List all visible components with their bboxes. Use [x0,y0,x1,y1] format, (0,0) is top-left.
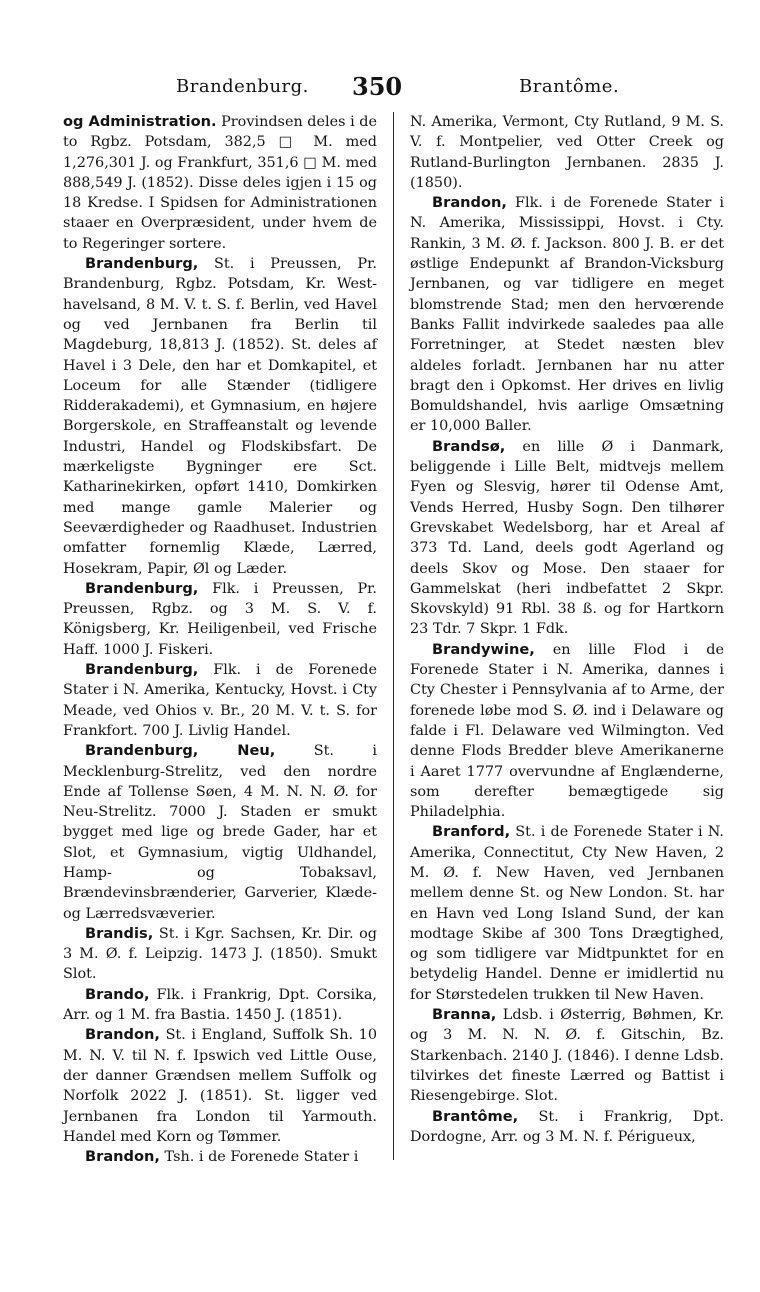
entry [410,112,724,193]
entry [63,1147,377,1167]
entry [410,822,724,1005]
page-number: 350 [352,72,403,101]
entry-headword: Branford, [432,823,511,841]
entry-text: en lille Ø i Danmark, beliggende i Lille Belt, midtvejs mellem Fyen og Slesvig, hører til Odense Amt, Vends Herred, Husby Sogn. Den tilhører Grevskabet Wedelsborg, har et Areal af 373 Td. Land, deels godt Agerland og deels Skov og Mose. Den staaer for Gammelskat (heri indbefattet 2 Skpr. Skovskyld) 91 Rbl. 38 ß. og for Hartkorn 23 Tdr. 7 Skpr. 1 Fdk. [410,438,724,638]
entry-text: St. i England, Suffolk Sh. 10 M. N. V. til N. f. Ipswich ved Little Ouse, der danner Grændsen mellem Suffolk og Norfolk 2022 J. (1851). St. ligger ved Jernbanen fra London til Yarmouth. Handel med Korn og Tømmer. [63,1027,377,1145]
entry-headword: Brandon, [85,1026,160,1044]
entry-headword: Brandywine, [432,640,535,658]
entry [63,741,377,924]
entry-headword: Brandenburg, [85,255,199,273]
entry-headword: Brandenburg, [85,661,199,679]
left-column [63,112,377,1167]
entry-text: en lille Flod i de Forenede Stater i N. Amerika, dannes i Cty Chester i Pennsylvania af to Arme, der forenede løbe mod S. Ø. ind i Delaware og falde i Fl. Delaware ved Wilmington. Ved denne Flods Bredder bleve Amerikanerne i Aaret 1777 overvundne af Englænderne, som derefter bemægtigede sig Philadelphia. [410,641,724,821]
entry-text: St. i Mecklenburg-Strelitz, ved den nordre Ende af Tollense Søen, 4 M. N. N. Ø. for Neu-Strelitz. 7000 J. Staden er smukt bygget med lige og brede Gader, har et Slot, et Gymnasium, vigtig Uldhandel, Hamp- og Tobaksavl, Brændevinsbrænderier, Garverier, Klæde- og Lærredsvæverier. [63,743,377,922]
entry-text: St. i Preussen, Pr. Brandenburg, Rgbz. Potsdam, Kr. West-havelsand, 8 M. V. t. S. f. Berlin, ved Havel og ved Jernbanen fra Berlin til Magdeburg, 18,813 J. (1852). St. deles af Havel i 3 Dele, den har et Domkapitel, et Loceum for alle Stænder (tidligere Ridderakademi), et Gymnasium, en højere Borgerskole, en Straffeanstalt og levende Industri, Handel og Flodskibsfart. De mærkeligste Bygninger ere Sct. Katharinekirken, opført 1410, Domkirken med mange gamle Malerier og Seeværdigheder og Raadhuset. Industrien omfatter fornemlig Klæde, Lærred, Hosekram, Papir, Øl og Læder. [63,256,377,577]
entry [410,640,724,823]
entry-headword: Brandenburg, Neu, [85,742,276,760]
column-divider [393,112,394,1160]
running-head-left: Brandenburg. [176,76,309,97]
entry-headword: Branna, [432,1006,497,1024]
entry [63,254,377,579]
entry-headword: og Administration. [63,113,217,130]
entry [63,1025,377,1147]
entry-text: St. i de Forenede Stater i N. Amerika, Connectitut, Cty New Haven, 2 M. Ø. f. New Haven, ved Jernbanen mellem denne St. og New London. St. har en Havn ved Long Island Sund, der kan modtage Skibe af 300 Tons Drægtighed, og som tidligere var Midtpunktet for en betydelig Handel. Denne er imidlertid nu for Størstedelen trukken til New Haven. [410,824,724,1003]
entry-text: St. i Frankrig, Dpt. Dordogne, Arr. og 3 M. N. f. Périgueux, [410,1108,724,1145]
entry-text: Flk. i de Forenede Stater i N. Amerika, Kentucky, Hovst. i Cty Meade, ved Ohios v. Br., 20 M. V. t. S. for Frankfort. 700 J. Livlig Handel. [63,662,377,739]
entry [63,112,377,254]
entry-text: Flk. i Frankrig, Dpt. Corsika, Arr. og 1 M. fra Bastia. 1450 J. (1851). [63,986,377,1024]
entry-text: Provindsen deles i de to Rgbz. Potsdam, 382,5 □ M. med 1,276,301 J. og Frankfurt, 351,6 □ M. med 888,549 J. (1852). Disse deles igjen i 15 og 18 Kredse. I Spidsen for Administrationen staaer en Overpræsident, under hvem de to Regeringer sortere. [63,114,378,252]
entry-headword: Brantôme, [432,1107,519,1125]
entry-text: St. i Kgr. Sachsen, Kr. Dir. og 3 M. Ø. f. Leipzig. 1473 J. (1850). Smukt Slot. [63,925,377,983]
entry-headword: Brandis, [85,924,154,942]
entry [63,985,377,1026]
entry-headword: Brandon, [85,1148,160,1166]
running-head-right: Brantôme. [519,76,620,97]
entry [63,660,377,741]
right-column [410,112,724,1147]
entry-text: Tsh. i de Forenede Stater i [159,1149,359,1166]
entry-text: Flk. i Preussen, Pr. Preussen, Rgbz. og 3 M. S. V. f. Königsberg, Kr. Heiligenbeil, ved Frische Haff. 1000 J. Fiskeri. [63,580,377,658]
page-header [0,74,760,108]
entry-text: Ldsb. i Østerrig, Bøhmen, Kr. og 3 M. N. N. Ø. f. Gitschin, Bz. Starkenbach. 2140 J. (1846). I denne Ldsb. tilvirkes det fineste Lærred og Battist i Riesengebirge. Slot. [410,1007,724,1105]
entry [410,1107,724,1148]
entry-text: Flk. i de Forenede Stater i N. Amerika, Mississippi, Hovst. i Cty. Rankin, 3 M. Ø. f. Jackson. 800 J. B. er det østlige Endepunkt af Brandon-Vicksburg Jernbanen, og var tidligere en meget blomstrende Stad; men den hervœrende Banks Fallit indvirkede saaledes paa alle Forretninger, at Stedet næsten blev aldeles forladt. Jernbanen har nu atter bragt den i Opkomst. Her drives en livlig Bomuldshandel, hvis aarlige Omsætning er 10,000 Baller. [410,195,724,435]
entry [410,437,724,640]
entry-headword: Brando, [85,985,150,1003]
entry-text: N. Amerika, Vermont, Cty Rutland, 9 M. S. V. f. Montpelier, ved Otter Creek og Rutland-Burlington Jernbanen. 2835 J. (1850). [410,114,724,191]
entry [410,1005,724,1106]
entry [410,193,724,437]
entry-headword: Brandsø, [432,437,506,455]
entry-headword: Brandon, [432,194,507,212]
entry-headword: Brandenburg, [85,579,199,597]
entry [63,579,377,660]
entry [63,924,377,985]
